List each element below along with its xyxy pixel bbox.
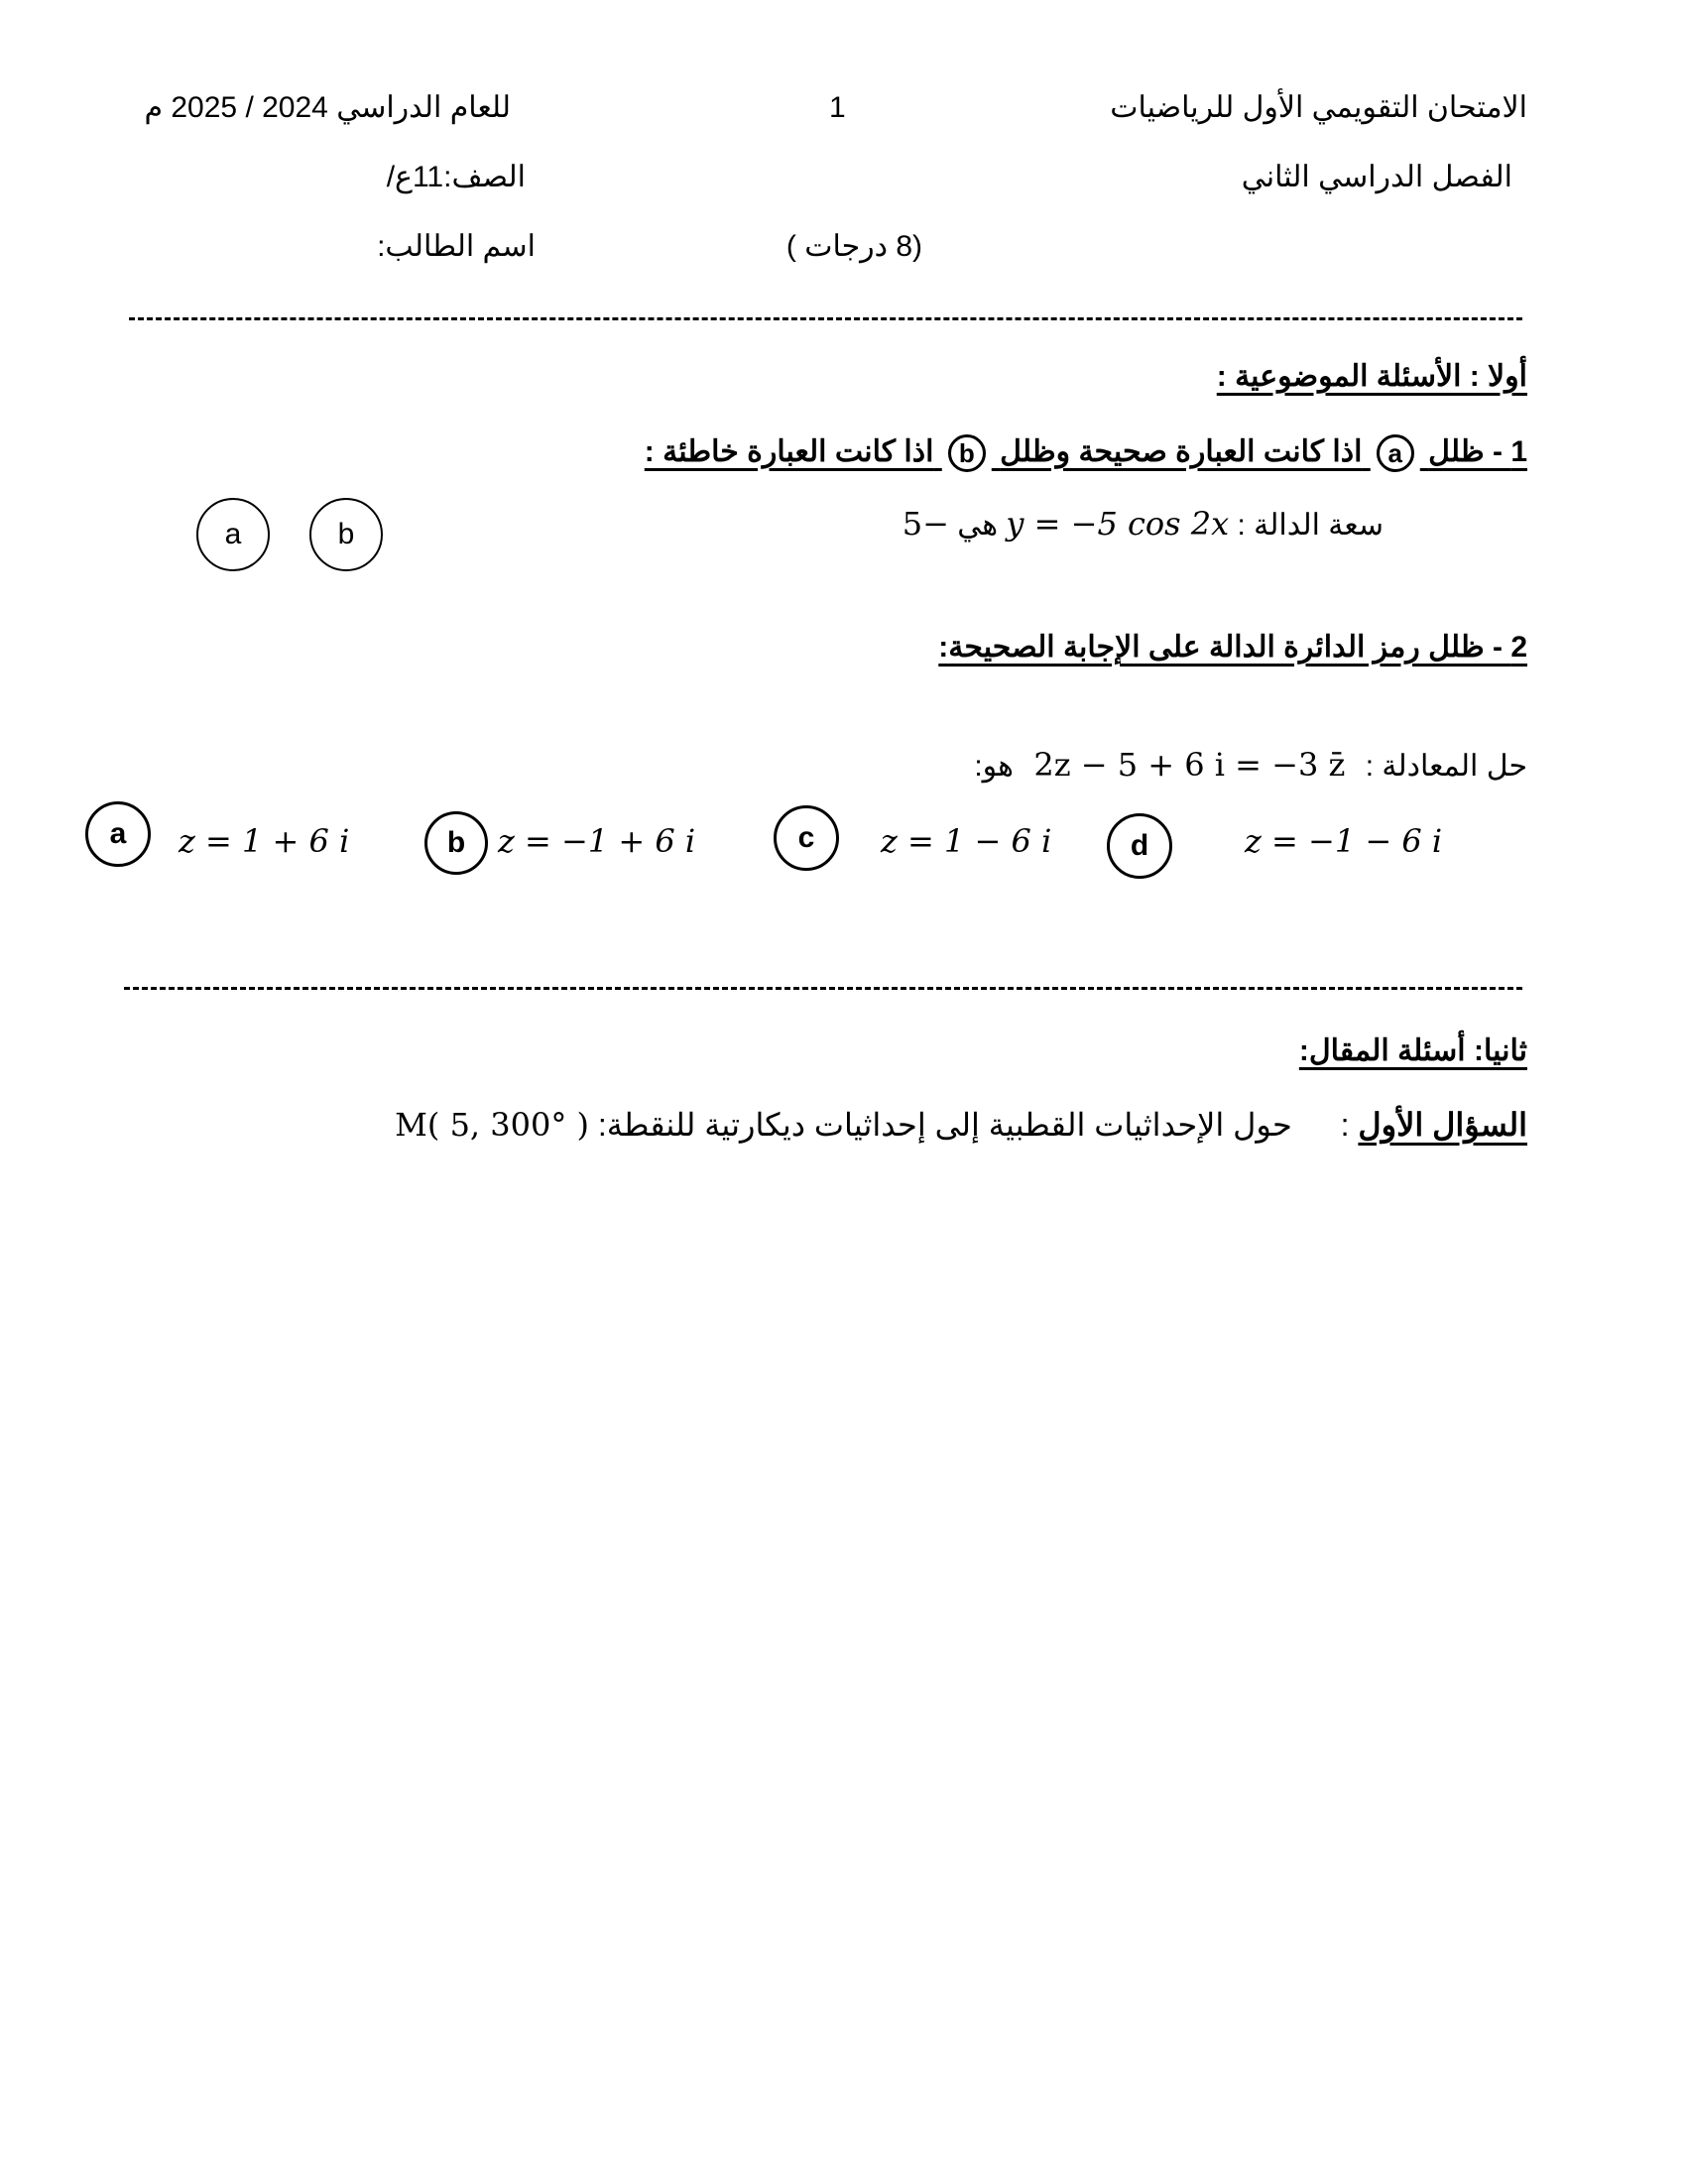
- q1-statement: [902, 505, 1384, 543]
- student-name-label: اسم الطالب:: [377, 230, 536, 263]
- statement-is: هي: [957, 509, 999, 542]
- q2-option-d-circle[interactable]: d: [1107, 813, 1172, 879]
- choice-b-inline: b: [948, 434, 986, 472]
- essay-q1-point: M( 5, 300° ): [395, 1106, 589, 1144]
- q2-option-a-value: z = 1 + 6 i: [179, 822, 350, 860]
- q1-instruction: [645, 434, 1527, 472]
- academic-year: للعام الدراسي 2024 / 2025 م: [144, 91, 511, 124]
- q2-option-d-value: z = −1 − 6 i: [1245, 822, 1443, 860]
- semester: الفصل الدراسي الثاني: [1241, 161, 1512, 193]
- q2-question-suffix: هو:: [974, 750, 1014, 783]
- q2-equation: 2z − 5 + 6 i = −3 z̄: [1033, 746, 1346, 784]
- class-label: الصف:11ع/: [386, 161, 526, 193]
- section1-title: أولا : الأسئلة الموضوعية :: [1216, 360, 1527, 393]
- divider: [124, 987, 1522, 990]
- q1-instruction-part1: 1 - ظلل: [1428, 434, 1527, 468]
- section2-title: ثانيا: أسئلة المقال:: [1298, 1034, 1527, 1067]
- essay-q1-colon: :: [1340, 1107, 1350, 1143]
- essay-q1: [395, 1106, 1527, 1144]
- q2-instruction: 2 - ظلل رمز الدائرة الدالة على الإجابة الصحيحة:: [938, 631, 1527, 664]
- q2-option-c-value: z = 1 − 6 i: [881, 822, 1052, 860]
- q2-option-b-circle[interactable]: b: [424, 811, 488, 875]
- page-number: 1: [829, 91, 846, 124]
- q2-option-b-value: z = −1 + 6 i: [498, 822, 696, 860]
- q2-option-c-circle[interactable]: c: [774, 805, 839, 871]
- statement-value: −5: [902, 505, 949, 543]
- essay-q1-text: حول الإحداثيات القطبية إلى إحداثيات ديكارتية للنقطة:: [597, 1107, 1292, 1143]
- statement-math: y = −5 cos 2x: [1006, 505, 1230, 543]
- q2-option-a-circle[interactable]: a: [85, 801, 151, 867]
- choice-a-inline: a: [1377, 434, 1414, 472]
- q1-option-b[interactable]: b: [309, 498, 383, 571]
- divider: [129, 317, 1522, 320]
- q1-option-a[interactable]: a: [196, 498, 270, 571]
- q1-instruction-part2: اذا كانت العبارة صحيحة وظلل: [1000, 434, 1363, 468]
- essay-q1-label: السؤال الأول: [1358, 1107, 1527, 1143]
- exam-title: الامتحان التقويمي الأول للرياضيات: [1110, 91, 1527, 124]
- q2-question: [974, 746, 1527, 784]
- marks: (8 درجات ): [785, 230, 922, 263]
- statement-text: سعة الدالة :: [1237, 509, 1384, 542]
- q1-instruction-part3: اذا كانت العبارة خاطئة :: [644, 434, 934, 468]
- q2-question-text: حل المعادلة :: [1365, 750, 1527, 783]
